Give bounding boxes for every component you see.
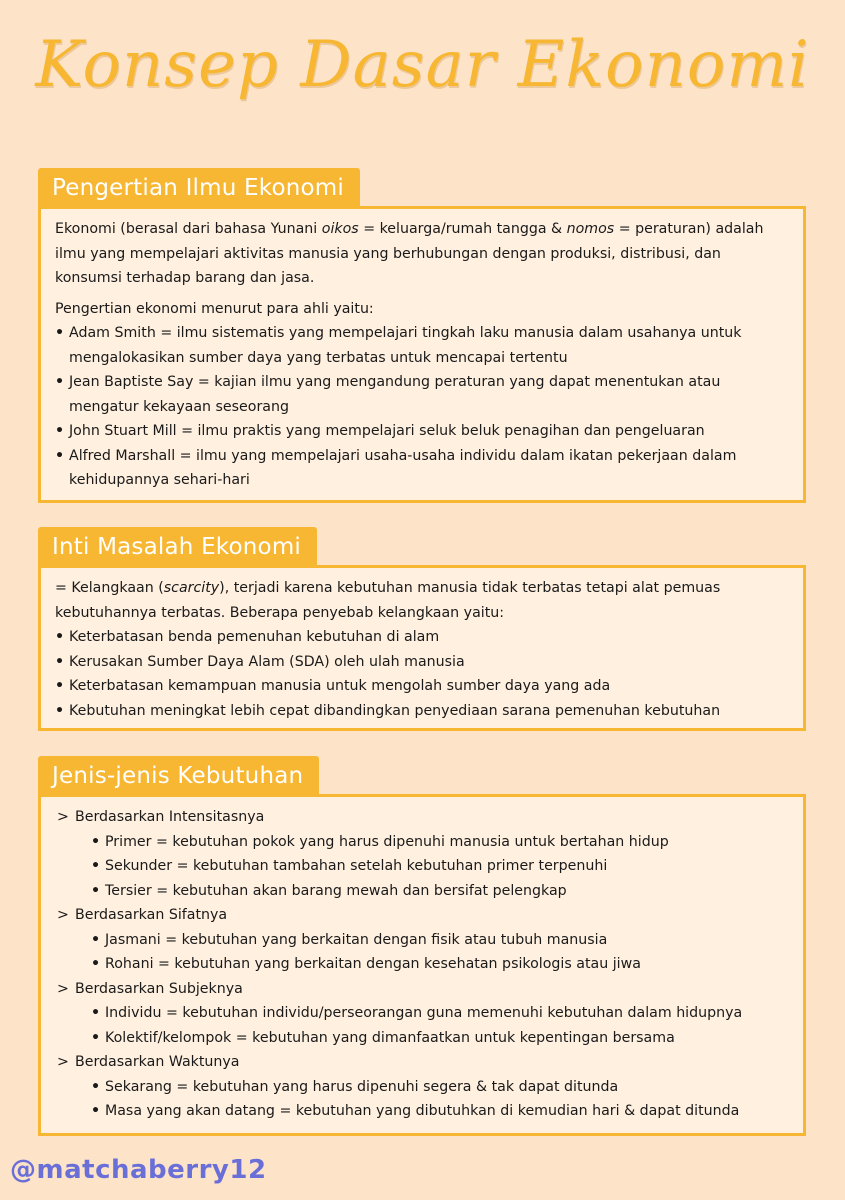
list-item: • Jean Baptiste Say = kajian ilmu yang mengandung peraturan yang dapat menentukan atau mengatur kekayaan seseorang xyxy=(55,370,789,419)
group-list xyxy=(55,1075,789,1124)
group-heading: > Berdasarkan Sifatnya xyxy=(55,903,789,928)
group-heading: > Berdasarkan Intensitasnya xyxy=(55,805,789,830)
term-oikos: oikos xyxy=(321,221,359,237)
causes-list xyxy=(55,625,789,723)
group-list xyxy=(55,830,789,904)
intro-text: = peraturan) adalah ilmu yang mempelajari aktivitas manusia yang berhubungan dengan produksi, distribusi, dan konsumsi terhadap barang dan jasa. xyxy=(55,221,764,286)
group-list xyxy=(55,928,789,977)
section-heading: Inti Masalah Ekonomi xyxy=(38,527,317,568)
section-body xyxy=(38,565,806,731)
list-item: • Kolektif/kelompok = kebutuhan yang dimanfaatkan untuk kepentingan bersama xyxy=(91,1026,789,1051)
list-item: • John Stuart Mill = ilmu praktis yang mempelajari seluk beluk penagihan dan pengeluaran xyxy=(55,419,789,444)
intro-text: ), terjadi karena kebutuhan manusia tidak terbatas tetapi alat pemuas kebutuhannya terbatas. Beberapa penyebab kelangkaan yaitu: xyxy=(55,580,721,621)
section-heading: Jenis-jenis Kebutuhan xyxy=(38,756,319,797)
list-item: • Rohani = kebutuhan yang berkaitan dengan kesehatan psikologis atau jiwa xyxy=(91,952,789,977)
list-item: • Individu = kebutuhan individu/perseorangan guna memenuhi kebutuhan dalam hidupnya xyxy=(91,1001,789,1026)
list-item: • Kerusakan Sumber Daya Alam (SDA) oleh ulah manusia xyxy=(55,650,789,675)
list-item: • Primer = kebutuhan pokok yang harus dipenuhi manusia untuk bertahan hidup xyxy=(91,830,789,855)
intro-text: = Kelangkaan ( xyxy=(55,580,164,596)
section-jenis-kebutuhan xyxy=(38,756,806,1136)
list-item: • Keterbatasan kemampuan manusia untuk mengolah sumber daya yang ada xyxy=(55,674,789,699)
group-heading: > Berdasarkan Subjeknya xyxy=(55,977,789,1002)
section-heading: Pengertian Ilmu Ekonomi xyxy=(38,168,360,209)
watermark: @matchaberry12 xyxy=(10,1155,267,1185)
list-item: • Alfred Marshall = ilmu yang mempelajari usaha-usaha individu dalam ikatan pekerjaan dalam kehidupannya sehari-hari xyxy=(55,444,789,493)
group-heading: > Berdasarkan Waktunya xyxy=(55,1050,789,1075)
intro-text: = keluarga/rumah tangga & xyxy=(358,221,567,237)
list-item: • Masa yang akan datang = kebutuhan yang dibutuhkan di kemudian hari & dapat ditunda xyxy=(91,1099,789,1124)
section-body xyxy=(38,206,806,503)
intro-paragraph xyxy=(55,217,789,291)
section-pengertian xyxy=(38,168,806,503)
section-inti-masalah xyxy=(38,527,806,731)
term-scarcity: scarcity xyxy=(163,580,220,596)
group-list xyxy=(55,1001,789,1050)
list-item: • Adam Smith = ilmu sistematis yang mempelajari tingkah laku manusia dalam usahanya untuk mengalokasikan sumber daya yang terbatas untuk mencapai tertentu xyxy=(55,321,789,370)
experts-intro: Pengertian ekonomi menurut para ahli yaitu: xyxy=(55,300,374,317)
experts-list xyxy=(55,321,789,493)
section-body xyxy=(38,794,806,1136)
list-item: • Sekunder = kebutuhan tambahan setelah kebutuhan primer terpenuhi xyxy=(91,854,789,879)
list-item: • Tersier = kebutuhan akan barang mewah dan bersifat pelengkap xyxy=(91,879,789,904)
term-nomos: nomos xyxy=(566,221,615,237)
list-item: • Kebutuhan meningkat lebih cepat dibandingkan penyediaan sarana pemenuhan kebutuhan xyxy=(55,699,789,724)
list-item: • Keterbatasan benda pemenuhan kebutuhan di alam xyxy=(55,625,789,650)
intro-text: Ekonomi (berasal dari bahasa Yunani xyxy=(55,221,322,237)
page-title: Konsep Dasar Ekonomi xyxy=(35,28,810,102)
list-item: • Jasmani = kebutuhan yang berkaitan dengan fisik atau tubuh manusia xyxy=(91,928,789,953)
list-item: • Sekarang = kebutuhan yang harus dipenuhi segera & tak dapat ditunda xyxy=(91,1075,789,1100)
intro-paragraph xyxy=(55,576,789,625)
